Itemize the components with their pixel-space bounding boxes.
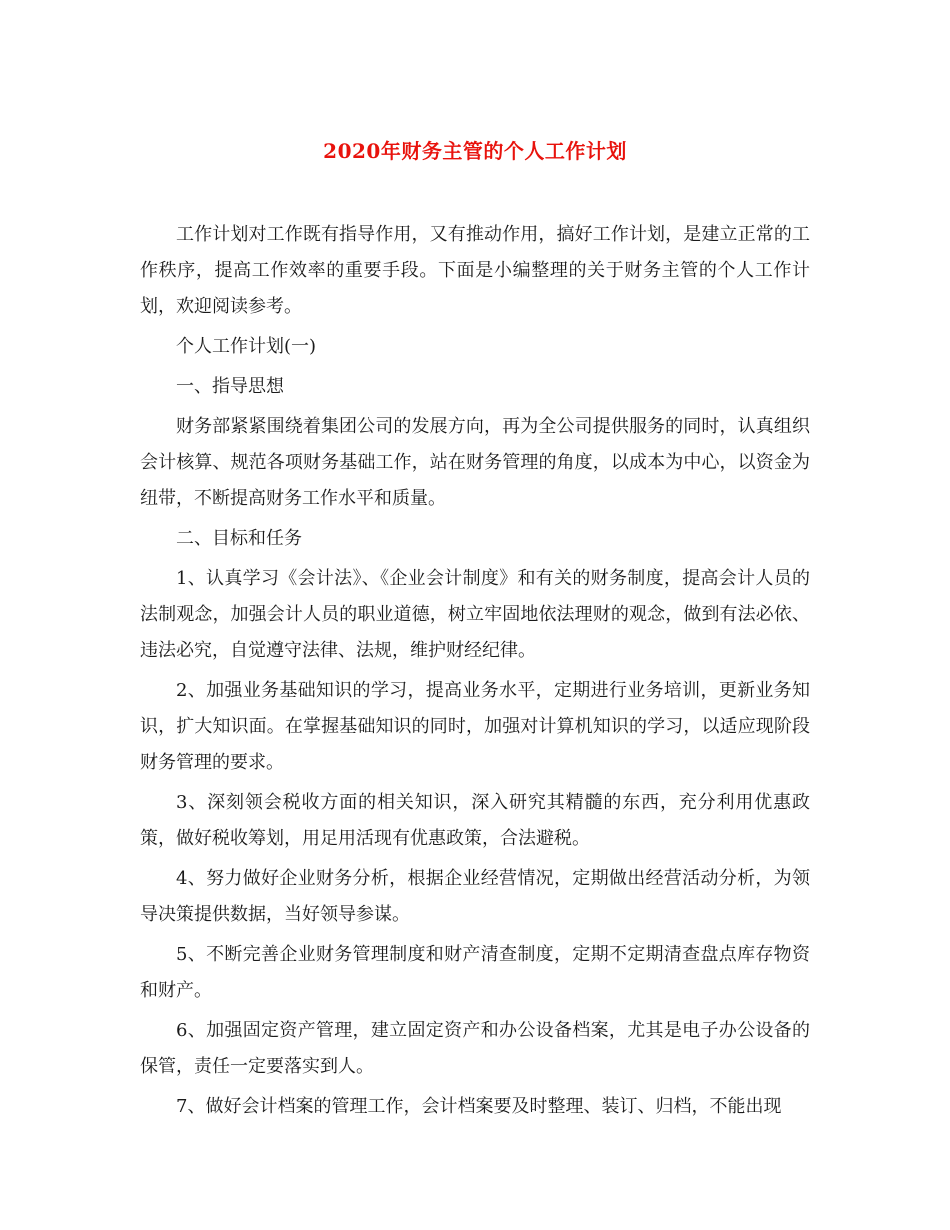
list-item-1: 1、认真学习《会计法》、《企业会计制度》和有关的财务制度，提高会计人员的法制观念，加强会计人员的职业道德，树立牢固地依法理财的观念，做到有法必依、违法必究，自觉遵守法律、法规，维护财经纪律。 xyxy=(140,568,810,661)
paragraph-guiding-idea: 财务部紧紧围绕着集团公司的发展方向，再为全公司提供服务的同时，认真组织会计核算、规范各项财务基础工作，站在财务管理的角度，以成本为中心，以资金为纽带，不断提高财务工作水平和质量。 xyxy=(140,416,810,509)
intro-paragraph: 工作计划对工作既有指导作用，又有推动作用，搞好工作计划，是建立正常的工作秩序，提高工作效率的重要手段。下面是小编整理的关于财务主管的个人工作计划，欢迎阅读参考。 xyxy=(140,224,810,317)
list-item-3: 3、深刻领会税收方面的相关知识，深入研究其精髓的东西，充分利用优惠政策，做好税收筹划，用足用活现有优惠政策，合法避税。 xyxy=(140,792,810,849)
list-item-2: 2、加强业务基础知识的学习，提高业务水平，定期进行业务培训，更新业务知识，扩大知识面。在掌握基础知识的同时，加强对计算机知识的学习，以适应现阶段财务管理的要求。 xyxy=(140,680,810,773)
section-heading-plan-one: 个人工作计划(一) xyxy=(176,336,317,357)
list-item-4: 4、努力做好企业财务分析，根据企业经营情况，定期做出经营活动分析，为领导决策提供数据，当好领导参谋。 xyxy=(140,868,810,925)
list-item-7: 7、做好会计档案的管理工作，会计档案要及时整理、装订、归档，不能出现 xyxy=(176,1096,782,1117)
list-item-6: 6、加强固定资产管理，建立固定资产和办公设备档案，尤其是电子办公设备的保管，责任一定要落实到人。 xyxy=(140,1020,810,1077)
document-body xyxy=(140,217,810,1129)
document-title: 2020年财务主管的个人工作计划 xyxy=(323,139,627,163)
section-heading-goals: 二、目标和任务 xyxy=(176,528,302,549)
section-heading-guiding-idea: 一、指导思想 xyxy=(176,376,284,397)
list-item-5: 5、不断完善企业财务管理制度和财产清查制度，定期不定期清查盘点库存物资和财产。 xyxy=(140,944,810,1001)
